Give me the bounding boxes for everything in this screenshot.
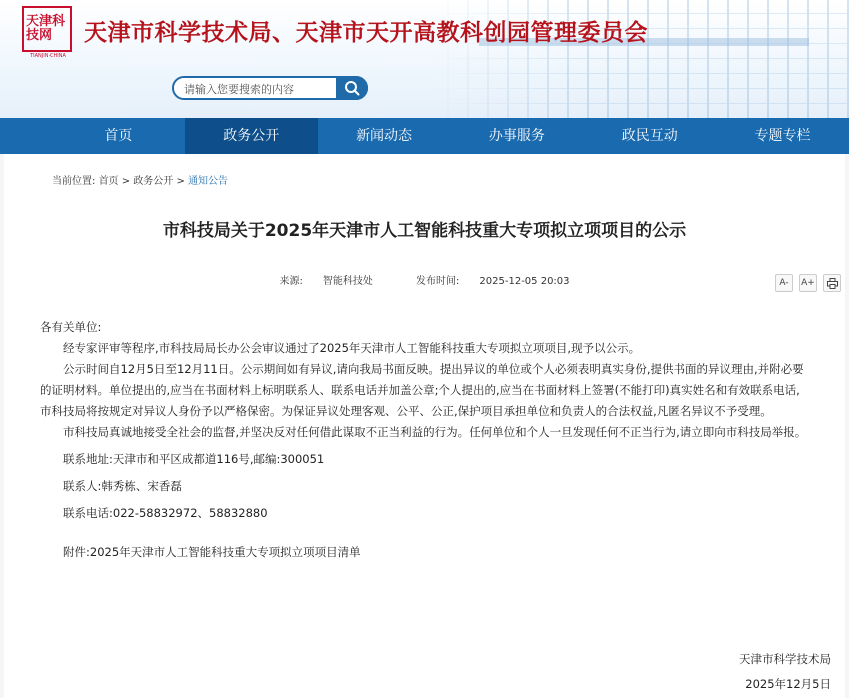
paragraph: 公示时间自12月5日至12月11日。公示期间如有异议,请向我局书面反映。提出异议的单位或个人必须表明真实身份,提供书面的异议理由,并附必要的证明材料。单位提出的,应当在书面材料上标明联系人、联系电话并加盖公章;个人提出的,应当在书面材料上签署(不能打印)真实姓名和有效联系电话,市科技局将按规定对异议人身份予以严格保密。为保证异议处理客观、公平、公正,保护项目承担单位和负责人的合法权益,凡匿名异议不予受理。 <box>40 362 804 418</box>
logo-subtitle: TIANJIN·CHINA <box>30 53 66 59</box>
site-logo[interactable] <box>22 6 74 60</box>
article-tools <box>775 274 841 292</box>
paragraph: 市科技局真诚地接受全社会的监督,并坚决反对任何借此谋取不正当利益的行为。任何单位和个人一旦发现任何不正当行为,请立即向市科技局举报。 <box>63 425 807 439</box>
breadcrumb <box>52 172 228 187</box>
article-meta <box>4 272 845 287</box>
article-title: 市科技局关于2025年天津市人工智能科技重大专项拟立项项目的公示 <box>162 221 687 241</box>
print-icon <box>827 278 838 289</box>
attachment-link[interactable]: 附件:2025年天津市人工智能科技重大专项拟立项项目清单 <box>63 545 361 559</box>
time-value: 2025-12-05 20:03 <box>479 276 570 287</box>
breadcrumb-current[interactable]: 通知公告 <box>188 176 229 187</box>
nav-interaction[interactable]: 政民互动 <box>621 128 678 144</box>
source-value: 智能科技处 <box>322 276 373 287</box>
spacer <box>40 524 810 542</box>
contact-people: 联系人:韩秀栋、宋香磊 <box>63 479 182 493</box>
font-increase-button[interactable]: A+ <box>799 274 817 292</box>
time-label: 发布时间: <box>416 276 460 287</box>
nav-news[interactable]: 新闻动态 <box>356 128 413 144</box>
main-nav <box>0 118 849 154</box>
nav-special-topics[interactable]: 专题专栏 <box>754 128 811 144</box>
print-button[interactable] <box>823 274 841 292</box>
site-header <box>0 0 849 118</box>
logo-mark: 天津科技网 <box>22 6 72 52</box>
search-box <box>172 76 368 100</box>
breadcrumb-home[interactable]: 首页 <box>98 176 119 187</box>
salutation: 各有关单位: <box>40 320 102 334</box>
breadcrumb-level1[interactable]: 政务公开 <box>133 176 174 187</box>
site-title: 天津市科学技术局、天津市天开高教科创园管理委员会 <box>84 19 648 46</box>
font-decrease-button[interactable]: A- <box>775 274 793 292</box>
contact-phone: 联系电话:022-58832972、58832880 <box>63 506 268 520</box>
breadcrumb-prefix: 当前位置: <box>52 176 96 187</box>
article-panel <box>4 154 845 698</box>
breadcrumb-separator: > <box>118 176 134 187</box>
source-label: 来源: <box>279 276 303 287</box>
search-button[interactable] <box>336 76 368 100</box>
contact-address: 联系地址:天津市和平区成都道116号,邮编:300051 <box>63 452 325 466</box>
nav-home[interactable]: 首页 <box>104 128 133 144</box>
nav-services[interactable]: 办事服务 <box>488 128 545 144</box>
nav-government-affairs[interactable]: 政务公开 <box>185 118 318 154</box>
signature-org: 天津市科学技术局 <box>739 652 831 666</box>
paragraph: 经专家评审等程序,市科技局局长办公会审议通过了2025年天津市人工智能科技重大专项拟立项项目,现予以公示。 <box>63 341 641 355</box>
search-icon <box>344 80 360 96</box>
search-input[interactable] <box>182 78 336 100</box>
article-body <box>40 317 810 563</box>
signature-date: 2025年12月5日 <box>745 677 831 691</box>
breadcrumb-separator: > <box>173 176 189 187</box>
